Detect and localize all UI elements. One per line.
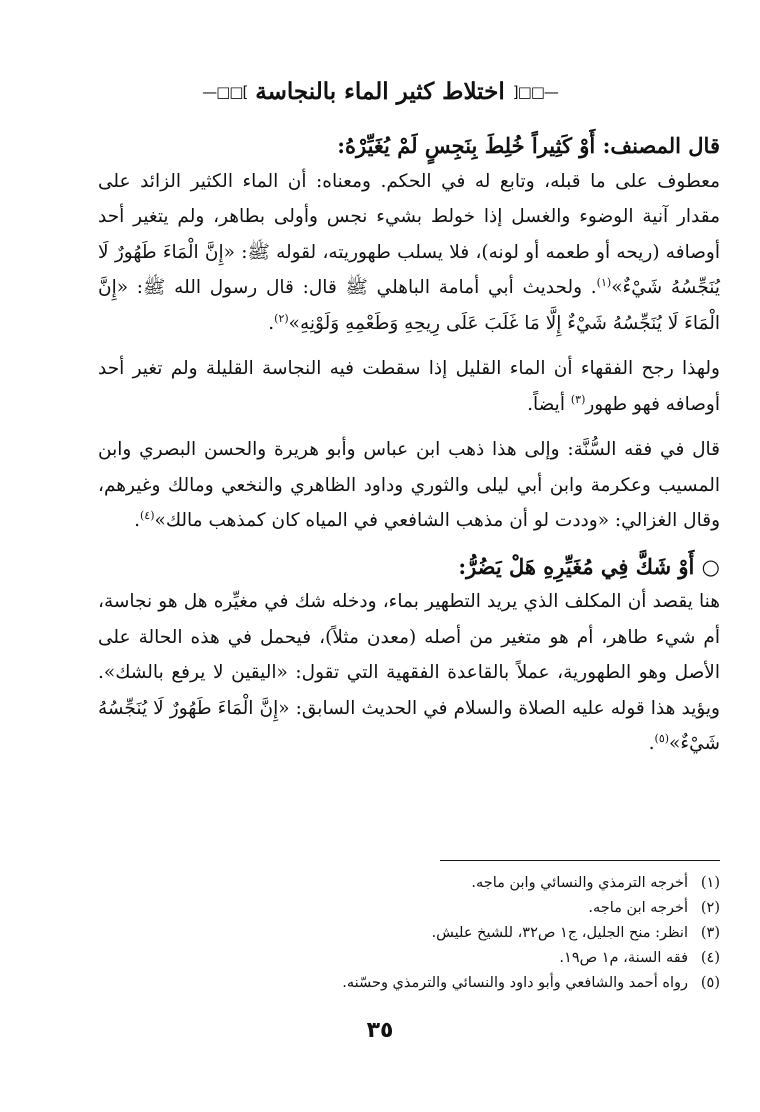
heading-title: اختلاط كثير الماء بالنجاسة [255,78,505,105]
footnote-ref-1: (١) [596,275,612,289]
paragraph-3 [98,432,720,539]
footnote [240,896,720,921]
paragraph-4-text-b: . [648,733,655,754]
footnote-text: انظر: منح الجليل، ج١ ص٣٢، للشيخ عليش. [431,925,688,941]
footnote [240,921,720,946]
paragraph-4 [98,584,720,762]
footnote-divider [440,860,720,861]
paragraph-2-text-b: أيضاً. [527,393,571,415]
footnote [240,946,720,971]
paragraph-2-text-a: ولهذا رجح الفقهاء أن الماء القليل إذا سقطت فيه النجاسة القليلة ولم تغير أحد أوصافه فهو طهور [98,358,720,415]
footnote-ref-4: (٤) [139,508,155,522]
footnote-ref-2: (٢) [274,311,289,325]
paragraph-3-text-a: قال في فقه السُّنَّة: وإلى هذا ذهب ابن عباس وأبو هريرة والحسن البصري وابن المسيب وعكرمة وابن أبي ليلى والثوري وداود الظاهري والنخعي ومالك وغيرهم، وقال الغزالي: «وددت لو أن مذهب الشافعي في المياه كان كمذهب مالك» [98,439,720,531]
footnote [240,871,720,896]
paragraph-2 [98,351,720,422]
matn-quote-2: ○ أَوْ شَكَّ فِي مُغَيِّرِهِ هَلْ يَضُرُّ: [458,553,720,579]
footnote-text: أخرجه ابن ماجه. [588,900,688,916]
paragraph-1 [98,164,720,342]
heading-ornament-left: ]□□— [202,82,248,101]
paragraph-3-text-b: . [134,510,140,531]
footnote-number: (٥) [700,975,720,991]
matn-quote-1: قال المصنف: أَوْ كَثِيراً خُلِطَ بِنَجِسٍ لَمْ يُغَيِّرْهُ: [337,133,720,158]
paragraph-1-text-c: . [268,312,275,334]
paragraph-1-text-b: . ولحديث أبي أمامة الباهلي ﷺ قال: قال رسول الله ﷺ: «إِنَّ الْمَاءَ لَا يُنَجِّسُهُ شَيْءٌ إِلَّا مَا غَلَبَ عَلَى رِيحِهِ وَطَعْمِهِ وَلَوْنِهِ» [98,277,720,334]
footnote-text: فقه السنة، م١ ص١٩. [559,950,688,966]
section-heading [0,78,760,105]
footnote-text: رواه أحمد والشافعي وأبو داود والنسائي والترمذي وحسّنه. [342,975,688,991]
main-text [98,128,720,762]
footnote-ref-5: (٥) [654,731,670,745]
footnote [240,971,720,996]
page-number: ٣٥ [366,1018,394,1043]
heading-ornament-right: —□□[ [512,82,558,101]
footnote-number: (٤) [700,950,720,966]
paragraph-1-text-a: معطوف على ما قبله، وتابع له في الحكم. ومعناه: أن الماء الكثير الزائد على مقدار آنية الوضوء والغسل إذا خولط بشيء نجس وأولى بطاهر، ولم يتغير أحد أوصافه (ريحه أو طعمه أو لونه)، فلا يسلب طهوريته، لقوله ﷺ: «إِنَّ الْمَاءَ طَهُورٌ لَا يُنَجِّسُهُ شَيْءٌ» [98,170,720,298]
footnote-ref-3: (٣) [570,392,586,406]
footnote-number: (١) [700,875,720,891]
footnote-number: (٣) [700,925,720,941]
footnote-text: أخرجه الترمذي والنسائي وابن ماجه. [471,875,688,891]
footnotes [240,871,720,996]
paragraph-4-text-a: هنا يقصد أن المكلف الذي يريد التطهير بماء، ودخله شك في مغيِّره هل هو نجاسة، أم شيء طاهر، أم هو متغير من أصله (معدن مثلاً)، فيحمل في هذه الحالة على الأصل وهو الطهورية، عملاً بالقاعدة الفقهية التي تقول: «اليقين لا يرفع بالشك». ويؤيد هذا قوله عليه الصلاة والسلام في الحديث السابق: «إِنَّ الْمَاءَ طَهُورٌ لَا يُنَجِّسُهُ شَيْءٌ» [98,591,720,754]
footnote-number: (٢) [700,900,720,916]
